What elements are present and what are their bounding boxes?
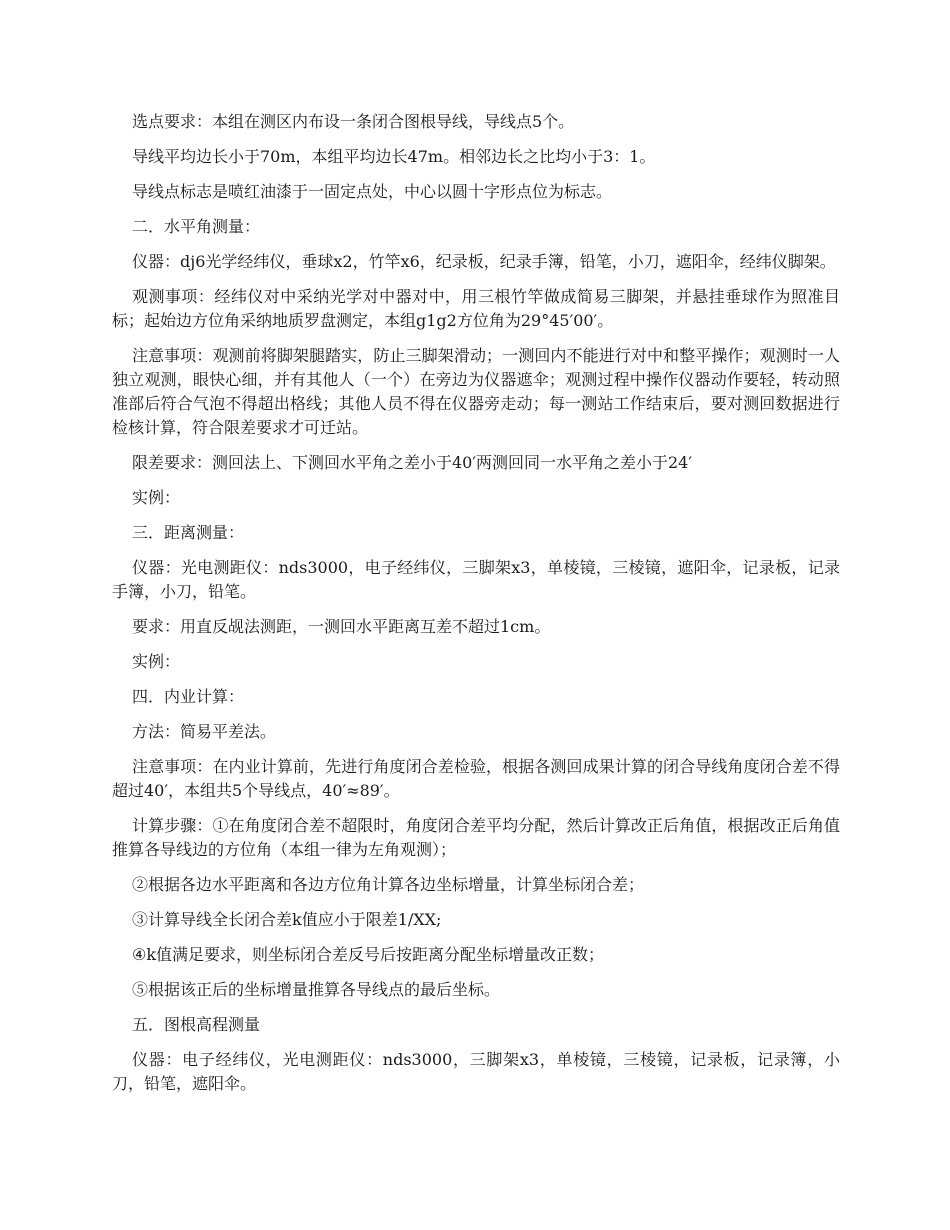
heading-horizontal-angle: 二．水平角测量： xyxy=(132,217,261,236)
heading-office-calculation: 四．内业计算： xyxy=(132,687,245,706)
heading-elevation: 五．图根高程测量 xyxy=(132,1015,261,1034)
para-calc-step-1: 计算步骤：①在角度闭合差不超限时，角度闭合差平均分配，然后计算改正后角值，根据改正后角值推算各导线边的方位角（本组一律为左角观测）； xyxy=(112,816,840,859)
para-instruments-angle: 仪器：dj6光学经纬仪，垂球x2，竹竿x6，纪录板，纪录手簿，铅笔，小刀，遮阳伞，经纬仪脚架。 xyxy=(132,252,836,271)
para-instruments-distance: 仪器：光电测距仪：nds3000，电子经纬仪，三脚架x3，单棱镜，三棱镜，遮阳伞，记录板，记录手簿，小刀，铅笔。 xyxy=(112,558,840,601)
para-calc-step-2: ②根据各边水平距离和各边方位角计算各边坐标增量，计算坐标闭合差； xyxy=(132,875,645,894)
para-example-angle: 实例： xyxy=(132,488,181,507)
para-method: 方法：简易平差法。 xyxy=(132,722,277,741)
para-observation-items: 观测事项：经纬仪对中采纳光学对中器对中，用三根竹竿做成简易三脚架，并悬挂垂球作为照准目标；起始边方位角采纳地质罗盘测定，本组g1g2方位角为29°45′00′。 xyxy=(112,287,840,330)
para-calc-step-5: ⑤根据该正后的坐标增量推算各导线点的最后坐标。 xyxy=(132,980,501,999)
para-point-marker: 导线点标志是喷红油漆于一固定点处，中心以圆十字形点位为标志。 xyxy=(132,182,613,201)
para-precautions-angle: 注意事项：观测前将脚架腿踏实，防止三脚架滑动；一测回内不能进行对中和整平操作；观测时一人独立观测，眼快心细，并有其他人（一个）在旁边为仪器遮伞；观测过程中操作仪器动作要轻，转动照准部后符合气泡不得超出格线；其他人员不得在仪器旁走动；每一测站工作结束后，要对测回数据进行检核计算，符合限差要求才可迁站。 xyxy=(112,346,840,437)
para-requirement-distance: 要求：用直反觇法测距，一测回水平距离互差不超过1cm。 xyxy=(132,617,551,636)
para-calc-step-3: ③计算导线全长闭合差k值应小于限差1/XX; xyxy=(132,910,442,929)
para-calc-step-4: ④k值满足要求，则坐标闭合差反号后按距离分配坐标增量改正数； xyxy=(132,945,605,964)
para-site-selection: 选点要求：本组在测区内布设一条闭合图根导线，导线点5个。 xyxy=(132,112,575,131)
heading-distance: 三．距离测量： xyxy=(132,523,245,542)
para-example-distance: 实例： xyxy=(132,652,181,671)
para-instruments-elevation: 仪器：电子经纬仪，光电测距仪：nds3000，三脚架x3，单棱镜，三棱镜，记录板，记录簿，小刀，铅笔，遮阳伞。 xyxy=(112,1050,840,1093)
document-body xyxy=(112,110,840,1107)
para-tolerance-angle: 限差要求：测回法上、下测回水平角之差小于40′两测回同一水平角之差小于24′ xyxy=(132,453,692,472)
para-precautions-calc: 注意事项：在内业计算前，先进行角度闭合差检验，根据各测回成果计算的闭合导线角度闭合差不得超过40′，本组共5个导线点，40′≈89′。 xyxy=(112,757,840,800)
para-average-side-length: 导线平均边长小于70m，本组平均边长47m。相邻边长之比均小于3：1。 xyxy=(132,147,656,166)
